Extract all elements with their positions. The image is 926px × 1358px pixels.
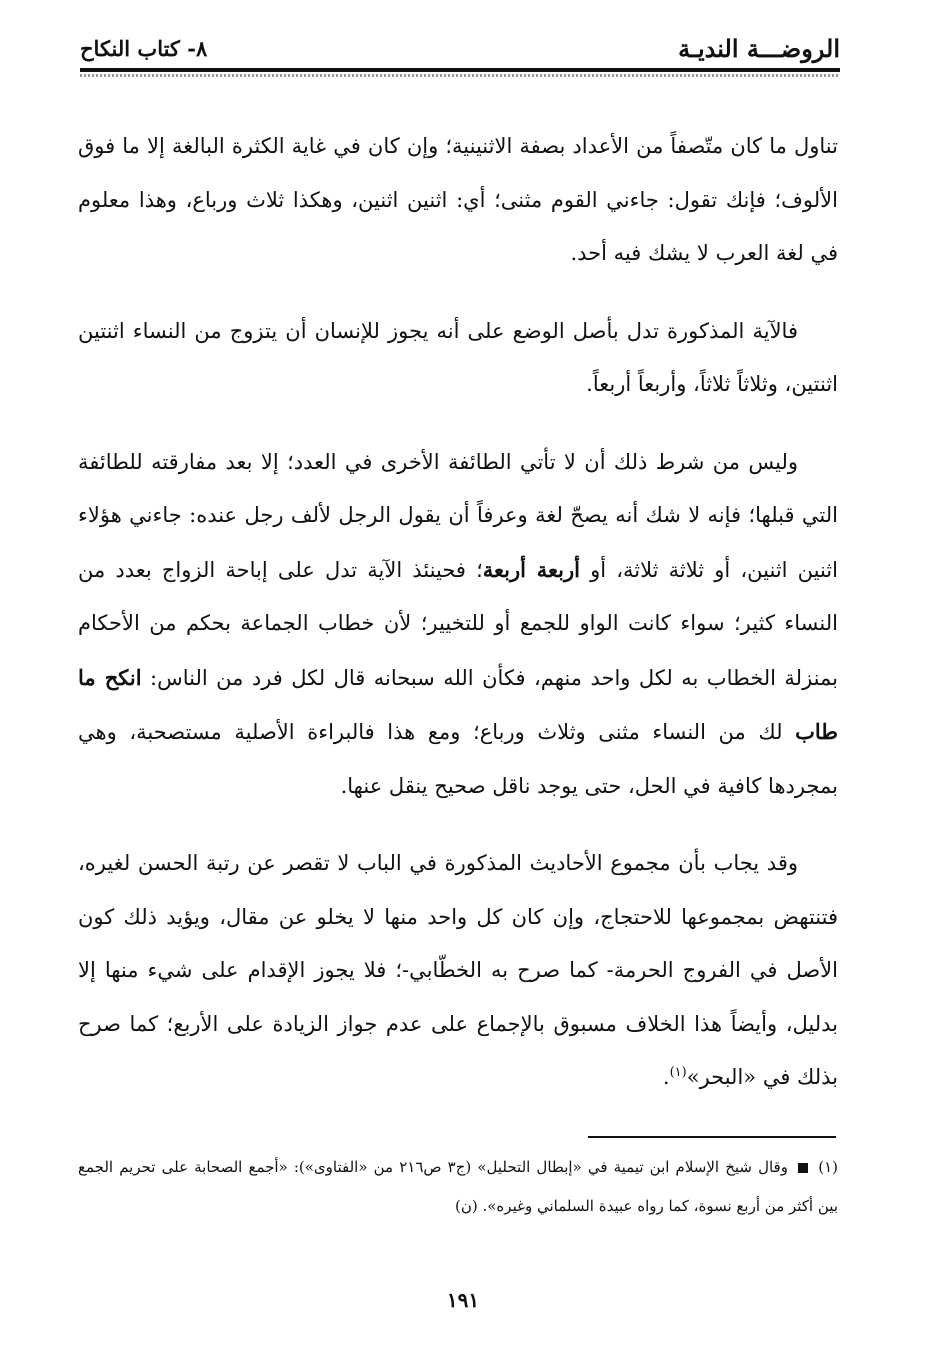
footnotes: [78, 1148, 838, 1226]
body-text: [78, 120, 838, 1129]
header-rule: [80, 68, 840, 72]
footnote-1-text: وقال شيخ الإسلام ابن تيمية في «إبطال التحليل» (ج٣ ص٢١٦ من «الفتاوى»): «أجمع الصحابة على تحريم الجمع بين أكثر من أربع نسوة، كما رواه عبيدة السلماني وغيره». (ن): [78, 1158, 838, 1215]
paragraph-3-part-2: ؛ فحينئذ الآية تدل على إباحة الزواج بعدد من النساء كثير؛ سواء كانت الواو للجمع أو للتخيير؛ لأن خطاب الجماعة بحكم من الأحكام بمنزلة الخطاب به لكل واحد منهم، فكأن الله سبحانه قال لكل فرد من الناس:: [78, 557, 838, 690]
footnote-ref-1[interactable]: (١): [669, 1065, 687, 1080]
paragraph-4-text: وقد يجاب بأن مجموع الأحاديث المذكورة في الباب لا تقصر عن رتبة الحسن لغيره، فتنتهض بمجموعها للاحتجاج، وإن كان كل واحد منها لا يخلو عن مقال، ويؤيد ذلك كون الأصل في الفروج الحرمة- كما صرح به الخطّابي-؛ فلا يجوز الإقدام على شيء منها إلا بدليل، وأيضاً هذا الخلاف مسبوق بالإجماع على عدم جواز الزيادة على الأربع؛ كما صرح بذلك في «البحر»: [78, 851, 838, 1089]
header-rule-hatch: [80, 74, 840, 77]
paragraph-3-bold-1: أربعة أربعة: [482, 556, 580, 582]
black-square-icon: [798, 1163, 808, 1173]
paragraph-1: [78, 120, 838, 281]
page-number: ١٩١: [446, 1288, 480, 1312]
chapter-title: ٨- كتاب النكاح: [80, 36, 208, 61]
paragraph-3-part-1: وليس من شرط ذلك أن لا تأتي الطائفة الأخرى في العدد؛ إلا بعد مفارقته للطائفة التي قبلها؛ فإنه لا شك أنه يصحّ لغة وعرفاً أن يقول الرجل لألف رجل عنده: جاءني هؤلاء اثنين اثنين، أو ثلاثة ثلاثة، أو: [78, 449, 838, 582]
paragraph-1-text: تناول ما كان متّصفاً من الأعداد بصفة الاثنينية؛ وإن كان في غاية الكثرة البالغة إلا ما فوق الألوف؛ فإنك تقول: جاءني القوم مثنى؛ أي: اثنين اثنين، وهكذا ثلاث ورباع، وهذا معلوم في لغة العرب لا يشك فيه أحد.: [78, 134, 838, 265]
footnote-rule: [588, 1136, 836, 1138]
footnote-1: [78, 1148, 838, 1226]
paragraph-4-end: .: [662, 1065, 670, 1089]
book-title: الروضـــة النديـة: [678, 34, 840, 63]
paragraph-3: [78, 436, 838, 814]
paragraph-2: [78, 305, 838, 412]
paragraph-2-text: فالآية المذكورة تدل بأصل الوضع على أنه يجوز للإنسان أن يتزوج من النساء اثنتين اثنتين، وثلاثاً ثلاثاً، وأربعاً أربعاً.: [78, 318, 838, 396]
paragraph-3-part-3: لك من النساء مثنى وثلاث ورباع؛ ومع هذا فالبراءة الأصلية مستصحبة، وهي بمجردها كافية في الحل، حتى يوجد ناقل صحيح ينقل عنها.: [78, 720, 838, 798]
paragraph-4: [78, 837, 838, 1105]
running-header: [80, 34, 840, 66]
footnote-1-number: (١): [818, 1158, 838, 1176]
paragraph-3-bold-2: انكح ما طاب: [78, 664, 838, 744]
